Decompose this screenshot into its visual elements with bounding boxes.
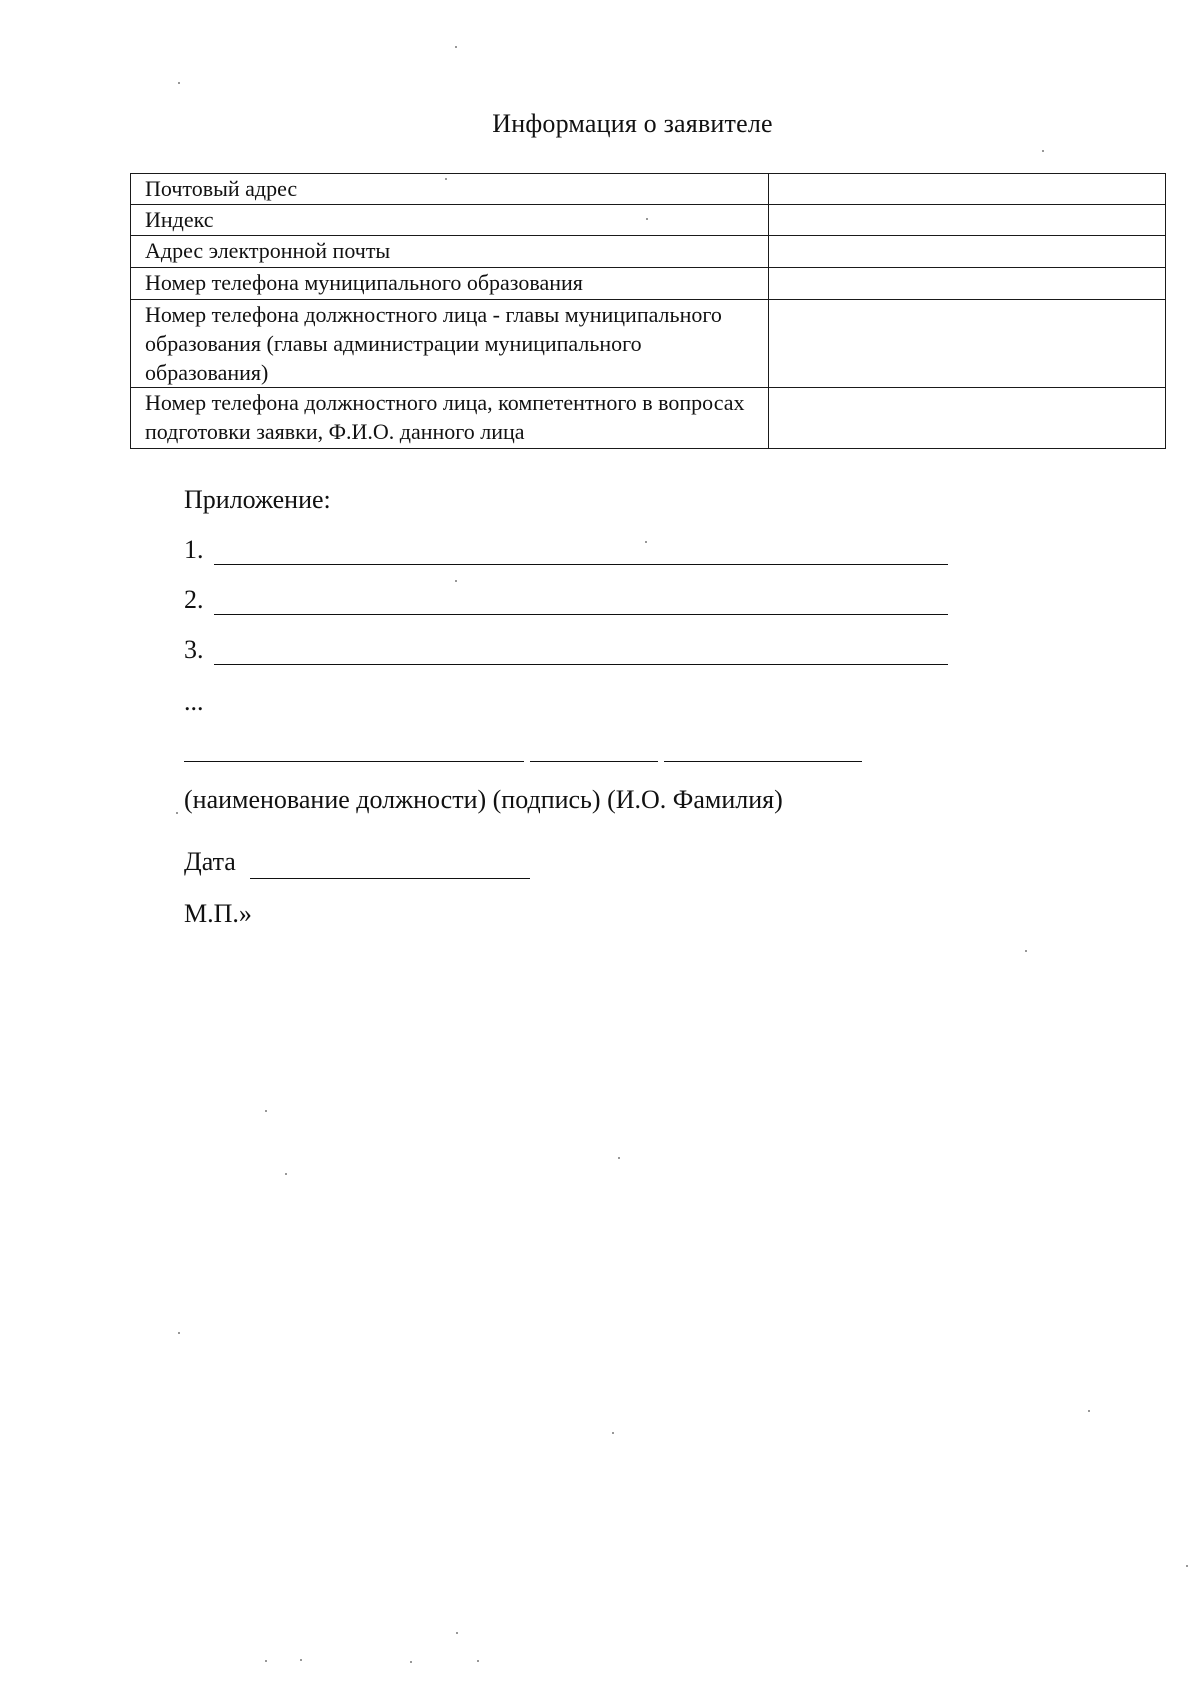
- appendix-item-blank-line[interactable]: [214, 564, 948, 565]
- table-cell-value-head-phone[interactable]: [769, 300, 1166, 388]
- scan-speck: [455, 46, 457, 48]
- scan-speck: [176, 812, 178, 814]
- appendix-item-blank-line[interactable]: [214, 614, 948, 615]
- stamp-label: М.П.»: [184, 899, 252, 928]
- table-row: [131, 300, 1166, 388]
- signature-caption: (наименование должности) (подпись) (И.О. Фамилия): [184, 785, 783, 814]
- date-blank-line[interactable]: [250, 878, 530, 879]
- table-row: [131, 388, 1166, 449]
- appendix-item: [184, 534, 984, 568]
- position-blank-line[interactable]: [184, 761, 524, 762]
- appendix-ellipsis: ...: [184, 687, 204, 716]
- scan-speck: [285, 1173, 287, 1175]
- table-cell-value-municipal-phone[interactable]: [769, 268, 1166, 300]
- applicant-info-table: [130, 173, 1166, 449]
- table-row: [131, 205, 1166, 236]
- name-blank-line[interactable]: [664, 761, 862, 762]
- scan-speck: [456, 1632, 458, 1634]
- table-cell-label-contact-person: Номер телефона должностного лица, компетентного в вопросах подготовки заявки, Ф.И.О. данного лица: [131, 388, 769, 449]
- scan-speck: [645, 541, 647, 543]
- appendix-title: Приложение:: [184, 485, 331, 514]
- table-cell-label-email: Адрес электронной почты: [131, 236, 769, 268]
- table-cell-label-postal-address: Почтовый адрес: [131, 174, 769, 205]
- appendix-item: [184, 634, 984, 668]
- table-cell-value-index[interactable]: [769, 205, 1166, 236]
- table-cell-value-email[interactable]: [769, 236, 1166, 268]
- scan-speck: [178, 1332, 180, 1334]
- scan-speck: [445, 178, 447, 180]
- scan-speck: [1025, 950, 1027, 952]
- date-label: Дата: [184, 847, 236, 876]
- table-cell-value-postal-address[interactable]: [769, 174, 1166, 205]
- scan-speck: [410, 1661, 412, 1663]
- scan-speck: [618, 1157, 620, 1159]
- appendix-item: [184, 584, 984, 618]
- appendix-item-number: 2.: [184, 585, 204, 614]
- table-cell-label-index: Индекс: [131, 205, 769, 236]
- table-row: [131, 174, 1166, 205]
- scan-speck: [612, 1432, 614, 1434]
- table-row: [131, 268, 1166, 300]
- appendix-item-number: 3.: [184, 635, 204, 664]
- appendix-item-blank-line[interactable]: [214, 664, 948, 665]
- table-cell-label-municipal-phone: Номер телефона муниципального образования: [131, 268, 769, 300]
- scan-speck: [1186, 1565, 1188, 1567]
- scan-speck: [300, 1659, 302, 1661]
- table-cell-value-contact-person[interactable]: [769, 388, 1166, 449]
- table-cell-label-head-phone: Номер телефона должностного лица - главы муниципального образования (главы администрации муниципального образования): [131, 300, 769, 388]
- document-title: Информация о заявителе: [492, 109, 773, 138]
- signature-blank-line[interactable]: [530, 761, 658, 762]
- scan-speck: [178, 82, 180, 84]
- scan-speck: [265, 1110, 267, 1112]
- scan-speck: [1088, 1410, 1090, 1412]
- scan-speck: [646, 218, 648, 220]
- scan-speck: [455, 580, 457, 582]
- scan-speck: [265, 1660, 267, 1662]
- scan-speck: [477, 1660, 479, 1662]
- appendix-item-number: 1.: [184, 535, 204, 564]
- table-row: [131, 236, 1166, 268]
- scan-speck: [1042, 150, 1044, 152]
